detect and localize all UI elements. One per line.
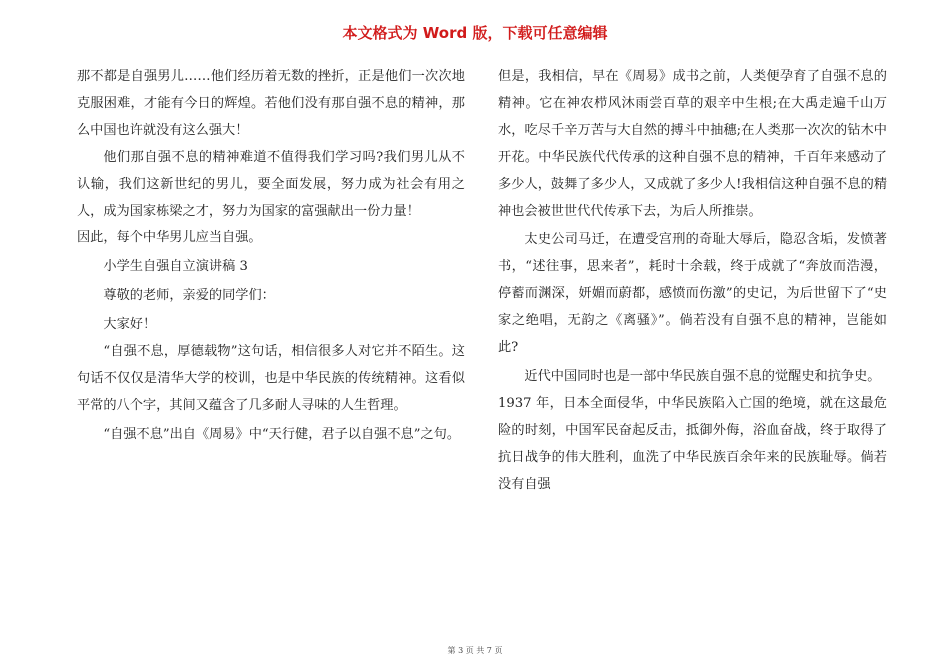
document-header: 本文格式为 Word 版，下载可任意编辑 xyxy=(342,24,608,42)
left-column xyxy=(77,64,465,449)
paragraph: “自强不息，厚德载物”这句话，相信很多人对它并不陌生。这句话不仅仅是清华大学的校训，也是中华民族的传统精神。这看似平常的八个字，其间又蕴含了几多耐人寻味的人生哲理。 xyxy=(77,344,465,413)
salutation: 尊敬的老师，亲爱的同学们： xyxy=(103,288,275,304)
paragraph: 1937 年，日本全面侵华，中华民族陷入亡国的绝境，就在这最危险的时刻，中国军民奋起反击，抵御外侮，浴血奋战，终于取得了抗日战争的伟大胜利，血洗了中华民族百余年来的民族耻辱。倘若没有自强 xyxy=(498,395,887,492)
right-column xyxy=(498,64,887,499)
paragraph: “自强不息”出自《周易》中“天行健，君子以自强不息”之句。 xyxy=(103,426,461,442)
paragraph: 但是，我相信，早在《周易》成书之前，人类便孕育了自强不息的精神。它在神农栉风沐雨尝百草的艰辛中生根;在大禹走遍千山万水，吃尽千辛万苦与大自然的搏斗中抽穗;在人类那一次次的钻木中开花。中华民族代代传承的这种自强不息的精神，千百年来感动了多少人，鼓舞了多少人，又成就了多少人!我相信这种自强不息的精神也会被世世代代传承下去，为后人所推崇。 xyxy=(498,69,887,219)
page-number: 第 3 页 共 7 页 xyxy=(447,646,503,655)
greeting: 大家好！ xyxy=(103,317,157,333)
paragraph: 因此，每个中华男儿应当自强。 xyxy=(77,230,262,246)
paragraph: 近代中国同时也是一部中华民族自强不息的觉醒史和抗争史。 xyxy=(524,368,881,384)
paragraph: 太史公司马迁，在遭受宫刑的奇耻大辱后，隐忍含垢，发愤著书，“述往事，思来者”，耗时十余载，终于成就了“奔放而浩漫，停蓄而渊深，妍媚而蔚都，感愤而伤激”的史记，为后世留下了“史家之绝唱，无韵之《离骚》”。倘若没有自强不息的精神，岂能如此? xyxy=(498,232,887,356)
paragraph: 那不都是自强男儿……他们经历着无数的挫折，正是他们一次次地克服困难，才能有今日的辉煌。若他们没有那自强不息的精神，那么中国也许就没有这么强大！ xyxy=(77,69,465,138)
subheading: 小学生自强自立演讲稿 3 xyxy=(103,259,248,275)
paragraph: 他们那自强不息的精神难道不值得我们学习吗?我们男儿从不认输，我们这新世纪的男儿，要全面发展，努力成为社会有用之人，成为国家栋梁之才，努力为国家的富强献出一份力量！ xyxy=(77,149,465,219)
